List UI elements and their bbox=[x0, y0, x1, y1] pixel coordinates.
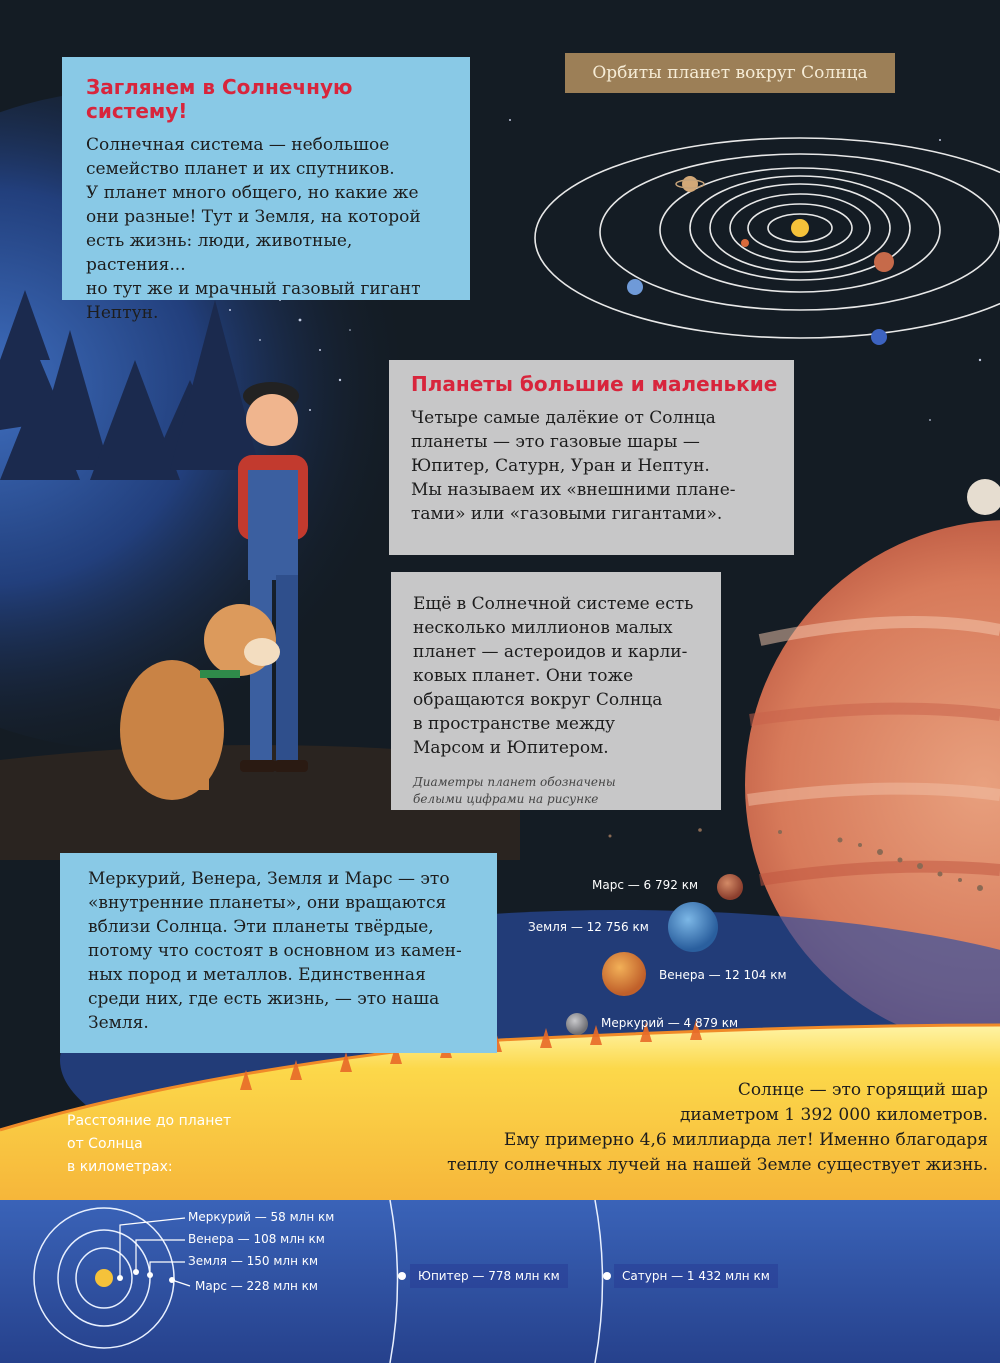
inner-planets-box bbox=[60, 853, 497, 1053]
intro-title: Заглянем в Солнечную систему! bbox=[86, 75, 353, 123]
mercury-diameter-label: Меркурий — 4 879 км bbox=[601, 1016, 739, 1030]
distance-venus: Венера — 108 млн км bbox=[188, 1232, 325, 1246]
asteroids-note: Диаметры планет обозначены белыми цифрами на рисунке bbox=[413, 775, 616, 806]
big-small-title: Планеты большие и маленькие bbox=[411, 372, 778, 396]
venus-diameter-label: Венера — 12 104 км bbox=[659, 968, 787, 982]
mars-illustration bbox=[717, 874, 743, 900]
earth-diameter-label: Земля — 12 756 км bbox=[528, 920, 649, 934]
intro-box bbox=[62, 57, 470, 323]
earth-illustration bbox=[668, 902, 718, 952]
distance-mercury: Меркурий — 58 млн км bbox=[188, 1210, 335, 1224]
inner-planets-text: Меркурий, Венера, Земля и Марс — это «внутренние планеты», они вращаются вблизи Солнца. Эти планеты твёрдые, потому что состоят в основном из камен- ных пород и металлов. Единственная среди них, где есть жизнь, — это наша Земля. bbox=[88, 869, 462, 1033]
big-small-box bbox=[389, 360, 794, 555]
orbits-label: Орбиты планет вокруг Солнца bbox=[565, 53, 895, 93]
big-small-text: Четыре самые далёкие от Солнца планеты — это газовые шары — Юпитер, Сатурн, Уран и Нептун. Мы называем их «внешними плане- тами» или «газовыми гигантами». bbox=[411, 408, 736, 524]
mars-diameter-label: Марс — 6 792 км bbox=[592, 878, 699, 892]
mercury-illustration bbox=[566, 1013, 588, 1035]
distance-jupiter: Юпитер — 778 млн км bbox=[410, 1264, 568, 1288]
asteroids-box bbox=[391, 572, 721, 810]
venus-illustration bbox=[602, 952, 646, 996]
asteroids-text: Ещё в Солнечной системе есть несколько миллионов малых планет — астероидов и карли- ковых планет. Они тоже обращаются вокруг Солнца в пространстве между Марсом и Юпитером. bbox=[413, 594, 694, 758]
distance-saturn: Сатурн — 1 432 млн км bbox=[614, 1264, 778, 1288]
sun-description: Солнце — это горящий шар диаметром 1 392 000 километров. Ему примерно 4,6 миллиарда лет! Именно благодаря теплу солнечных лучей на нашей Земле существует жизнь. bbox=[447, 1080, 988, 1175]
intro-text: Солнечная система — небольшое семейство планет и их спутников. У планет много общего, но какие же они разные! Тут и Земля, на которой есть жизнь: люди, животные, растения... но тут же и мрачный газовый гигант Нептун. bbox=[86, 135, 421, 323]
distance-earth: Земля — 150 млн км bbox=[188, 1254, 319, 1268]
distance-mars: Марс — 228 млн км bbox=[195, 1279, 318, 1293]
distance-title: Расстояние до планет от Солнца в километрах: bbox=[67, 1113, 232, 1175]
